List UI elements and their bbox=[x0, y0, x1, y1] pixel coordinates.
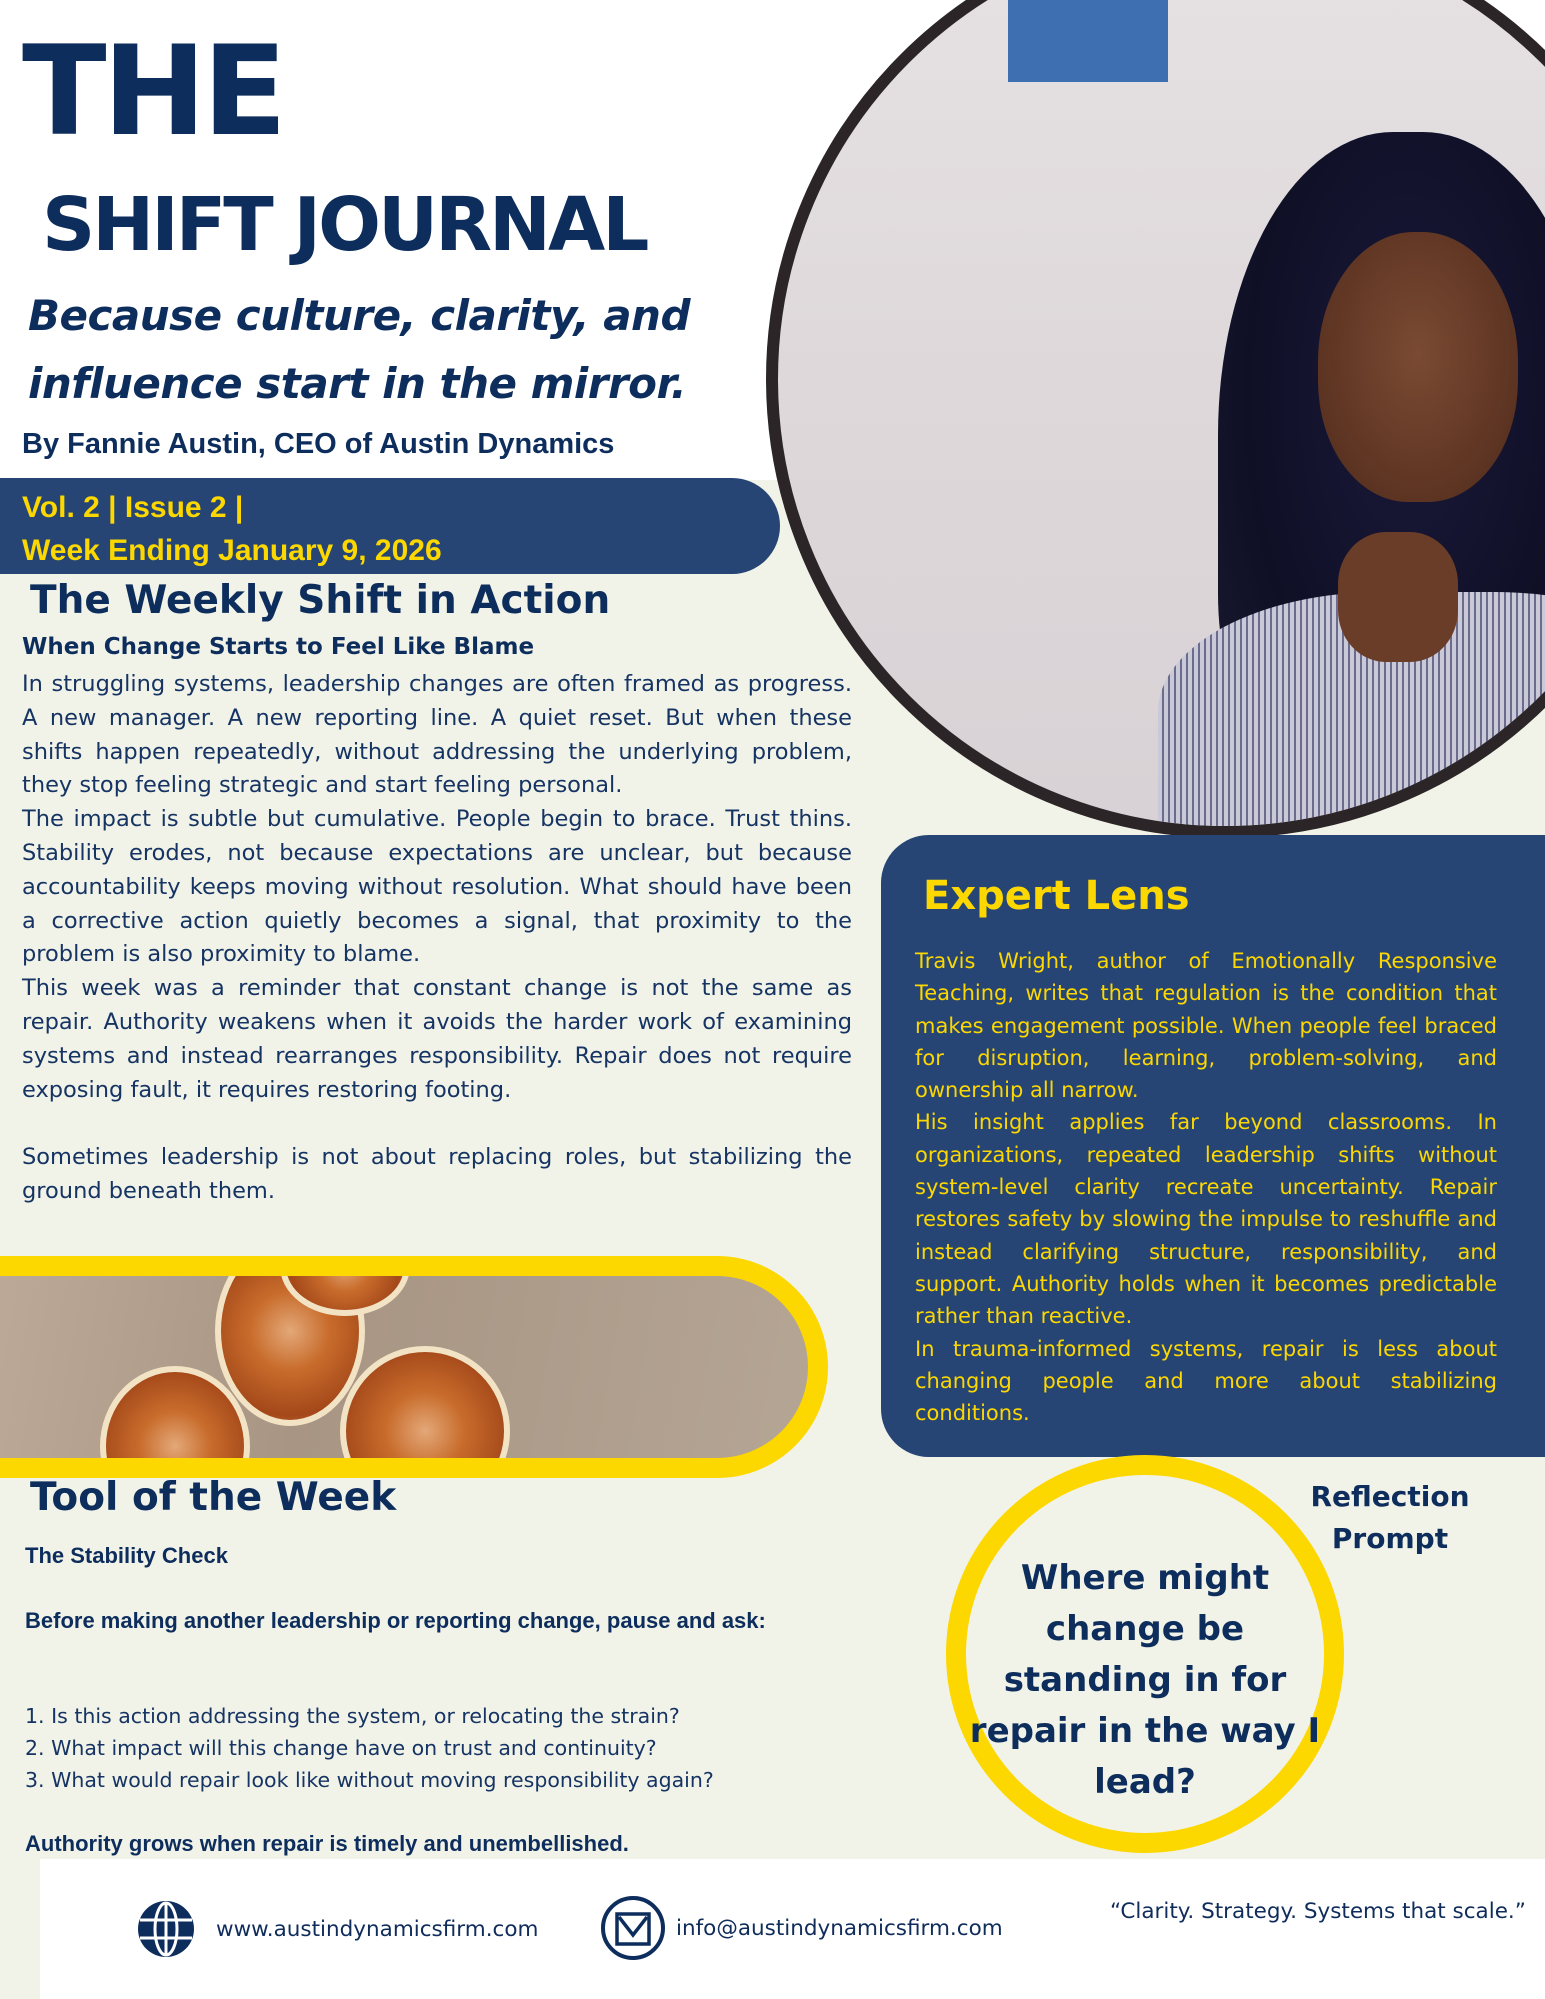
expert-paragraph: Travis Wright, author of Emotionally Responsive Teaching, writes that regulation is the condition that makes engagement possible. When people feel braced for disruption, learning, problem-solving, and ownership all narrow. bbox=[915, 949, 1497, 1103]
website-link[interactable]: www.austindynamicsfirm.com bbox=[216, 1916, 539, 1942]
reflection-prompt-circle bbox=[946, 1455, 1344, 1853]
footer-tagline: “Clarity. Strategy. Systems that scale.” bbox=[1110, 1899, 1526, 1924]
expert-lens-title: Expert Lens bbox=[923, 873, 1190, 919]
orange-slice-graphic bbox=[340, 1346, 510, 1478]
footer-email[interactable] bbox=[600, 1895, 1003, 1961]
dried-oranges-image bbox=[0, 1256, 828, 1478]
masthead-title-line2: SHIFT JOURNAL bbox=[42, 182, 647, 268]
photo-hand bbox=[1338, 532, 1458, 662]
weekly-paragraph: In struggling systems, leadership changes are often framed as progress. A new manager. A new reporting line. A quiet reset. But when these shifts happen repeatedly, without addressing the underlying problem, they stop feeling strategic and start feeling personal. bbox=[22, 671, 852, 799]
photo-face bbox=[1318, 232, 1518, 502]
tool-of-week-subheading: The Stability Check bbox=[25, 1543, 228, 1568]
reflection-question: Where might change be standing in for repair in the way I lead? bbox=[969, 1558, 1321, 1802]
expert-paragraph: His insight applies far beyond classrooms. In organizations, repeated leadership shifts without system-level clarity recreate uncertainty. Repair restores safety by slowing the impulse to reshuffle and instead clarifying structure, responsibility, and support. Authority holds when it becomes predictable rather than reactive. bbox=[915, 1110, 1497, 1329]
weekly-shift-subheading: When Change Starts to Feel Like Blame bbox=[22, 634, 535, 660]
expert-lens-panel bbox=[881, 835, 1545, 1457]
author-portrait-photo bbox=[766, 0, 1545, 838]
issue-date: Week Ending January 9, 2026 bbox=[22, 534, 442, 567]
expert-paragraph: In trauma-informed systems, repair is less about changing people and more about stabilizing conditions. bbox=[915, 1336, 1497, 1426]
masthead-title-line1: THE bbox=[22, 20, 284, 164]
weekly-paragraph: This week was a reminder that constant change is not the same as repair. Authority weakens when it avoids the harder work of examining systems and instead rearranges responsibility. Repair does not require exposing fault, it requires restoring footing. bbox=[22, 975, 852, 1103]
tool-of-week-intro: Before making another leadership or reporting change, pause and ask: bbox=[25, 1608, 766, 1633]
issue-volume: Vol. 2 | Issue 2 | bbox=[22, 491, 244, 524]
issue-banner bbox=[0, 478, 780, 574]
email-link[interactable]: info@austindynamicsfirm.com bbox=[676, 1915, 1003, 1941]
weekly-paragraph: Sometimes leadership is not about replacing roles, but stabilizing the ground beneath them. bbox=[22, 1144, 852, 1204]
tool-of-week-heading: Tool of the Week bbox=[30, 1475, 397, 1520]
tool-of-week-closing: Authority grows when repair is timely and unembellished. bbox=[25, 1831, 629, 1856]
photo-background-board bbox=[1008, 0, 1168, 82]
tool-question-list bbox=[25, 1700, 865, 1796]
byline: By Fannie Austin, CEO of Austin Dynamics bbox=[22, 428, 615, 460]
envelope-icon bbox=[600, 1895, 666, 1961]
tool-question: 1. Is this action addressing the system, or relocating the strain? bbox=[25, 1704, 680, 1728]
footer bbox=[40, 1859, 1545, 1999]
weekly-shift-body bbox=[22, 668, 852, 1209]
footer-website[interactable] bbox=[136, 1899, 538, 1959]
tool-question: 3. What would repair look like without moving responsibility again? bbox=[25, 1768, 714, 1792]
masthead-tagline: Because culture, clarity, and influence start in the mirror. bbox=[28, 291, 691, 408]
globe-icon bbox=[136, 1899, 196, 1959]
weekly-paragraph: The impact is subtle but cumulative. People begin to brace. Trust thins. Stability erodes, not because expectations are unclear, but because accountability keeps moving without resolution. What should have been a corrective action quietly becomes a signal, that proximity to the problem is also proximity to blame. bbox=[22, 806, 852, 968]
weekly-shift-heading: The Weekly Shift in Action bbox=[30, 578, 611, 623]
expert-lens-body bbox=[915, 945, 1497, 1429]
tool-question: 2. What impact will this change have on trust and continuity? bbox=[25, 1736, 657, 1760]
reflection-prompt-label: Reflection Prompt bbox=[1310, 1480, 1470, 1555]
